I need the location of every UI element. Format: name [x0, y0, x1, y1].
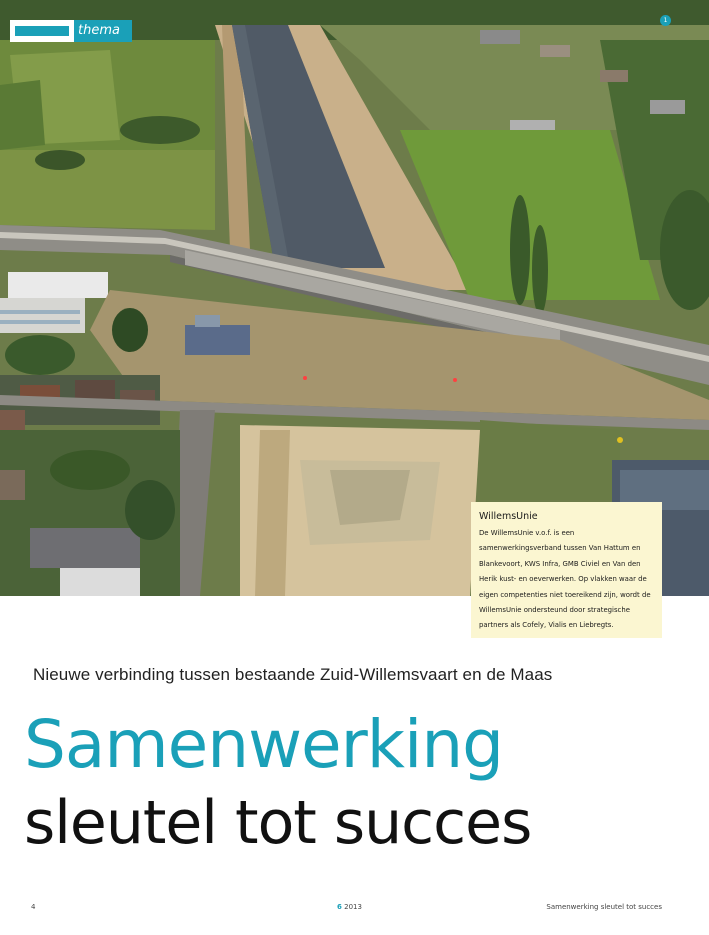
article-subtitle: Nieuwe verbinding tussen bestaande Zuid-Willemsvaart en de Maas	[33, 665, 553, 684]
info-box	[471, 502, 662, 638]
info-box-body: De WillemsUnie v.o.f. is een samenwerkingsverband tussen Van Hattum en Blankevoort, KWS Infra, GMB Civiel en Van den Herik kust- en oeverwerken. Op vlakken waar de eigen competenties niet toereikend zijn, wordt de WillemsUnie ondersteund door strategische partners als Cofely, Vialis en Liebregts.	[479, 529, 651, 630]
running-title: Samenwerking sleutel tot succes	[546, 903, 662, 911]
headline-line-1: Samenwerking	[24, 706, 504, 783]
page-marker-icon: 1	[660, 15, 671, 26]
issue-number: 6	[337, 903, 342, 911]
logo-mark-icon	[10, 20, 74, 42]
page-number: 4	[31, 903, 36, 911]
magazine-logo	[10, 20, 132, 42]
headline-line-2: sleutel tot succes	[24, 788, 532, 858]
section-label: thema	[74, 20, 132, 42]
issue-info	[337, 903, 362, 911]
issue-year: 2013	[344, 903, 362, 911]
info-box-title: WillemsUnie	[479, 511, 538, 522]
